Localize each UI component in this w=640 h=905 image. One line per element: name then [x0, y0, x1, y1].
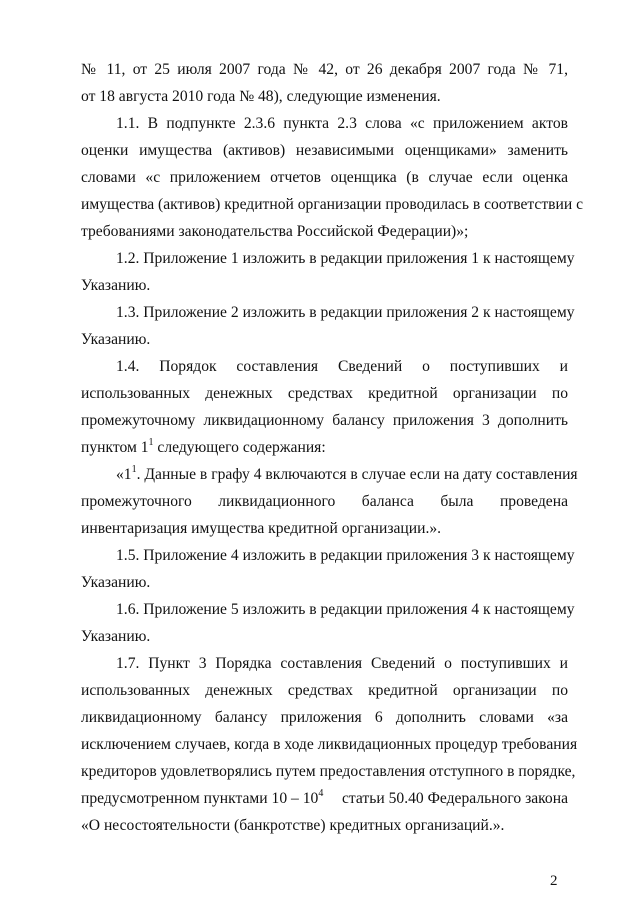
paragraph-line: Указанию.: [81, 574, 151, 591]
paragraph-line: использованных денежных средствах кредитной организации по: [81, 385, 568, 402]
paragraph-line: «О несостоятельности (банкротстве) кредитных организаций.».: [81, 817, 505, 834]
superscript: 1: [148, 436, 154, 448]
paragraph-line: инвентаризация имущества кредитной организации.».: [81, 520, 442, 537]
paragraph-line: использованных денежных средствах кредитной организации по: [81, 682, 568, 699]
paragraph-line: [81, 789, 568, 809]
paragraph-line: ликвидационному балансу приложения 6 дополнить словами «за: [81, 709, 568, 726]
page-number: 2: [550, 873, 558, 889]
paragraph-line: кредиторов удовлетворялись путем предоставления отступного в порядке,: [81, 763, 576, 780]
line-text: статьи 50.40 Федерального закона: [341, 790, 568, 807]
line-text: предусмотренном пунктами 10 – 10: [81, 790, 319, 807]
paragraph-line: 1.6. Приложение 5 изложить в редакции приложения 4 к настоящему: [116, 601, 575, 618]
superscript: 1: [131, 463, 137, 475]
line-text: . Данные в графу 4 включаются в случае если на дату составления: [136, 466, 578, 483]
paragraph-line: от 18 августа 2010 года № 48), следующие изменения.: [81, 88, 441, 105]
paragraph-line: 1.4. Порядок составления Сведений о поступивших и: [116, 358, 568, 375]
paragraph-line: [81, 438, 568, 458]
paragraph-line: № 11, от 25 июля 2007 года № 42, от 26 декабря 2007 года № 71,: [81, 61, 568, 78]
paragraph-line: Указанию.: [81, 277, 151, 294]
paragraph-line: словами «с приложением отчетов оценщика (в случае если оценка: [81, 169, 568, 186]
paragraph-line: промежуточного ликвидационного баланса была проведена: [81, 493, 568, 510]
paragraph-line: 1.7. Пункт 3 Порядка составления Сведений о поступивших и: [116, 655, 568, 672]
paragraph-line: оценки имущества (активов) независимыми оценщиками» заменить: [81, 142, 568, 159]
paragraph-line: 1.1. В подпункте 2.3.6 пункта 2.3 слова «с приложением актов: [116, 115, 568, 132]
paragraph-line: промежуточному ликвидационному балансу приложения 3 дополнить: [81, 412, 568, 429]
line-text: пунктом 1: [81, 439, 149, 456]
paragraph-line: требованиями законодательства Российской Федерации)»;: [81, 223, 469, 240]
superscript: 4: [318, 787, 324, 799]
paragraph-line: Указанию.: [81, 628, 151, 645]
paragraph-line: 1.3. Приложение 2 изложить в редакции приложения 2 к настоящему: [116, 304, 575, 321]
paragraph-line: 1.5. Приложение 4 изложить в редакции приложения 3 к настоящему: [116, 547, 575, 564]
paragraph-line: [116, 463, 578, 485]
line-text: следующего содержания:: [153, 439, 326, 456]
paragraph-line: исключением случаев, когда в ходе ликвидационных процедур требования: [81, 736, 578, 753]
paragraph-line: 1.2. Приложение 1 изложить в редакции приложения 1 к настоящему: [116, 250, 575, 267]
paragraph-line: Указанию.: [81, 331, 151, 348]
paragraph-line: имущества (активов) кредитной организации проводилась в соответствии с: [81, 196, 584, 213]
line-text: «1: [116, 466, 132, 483]
line-segment: [81, 789, 323, 809]
